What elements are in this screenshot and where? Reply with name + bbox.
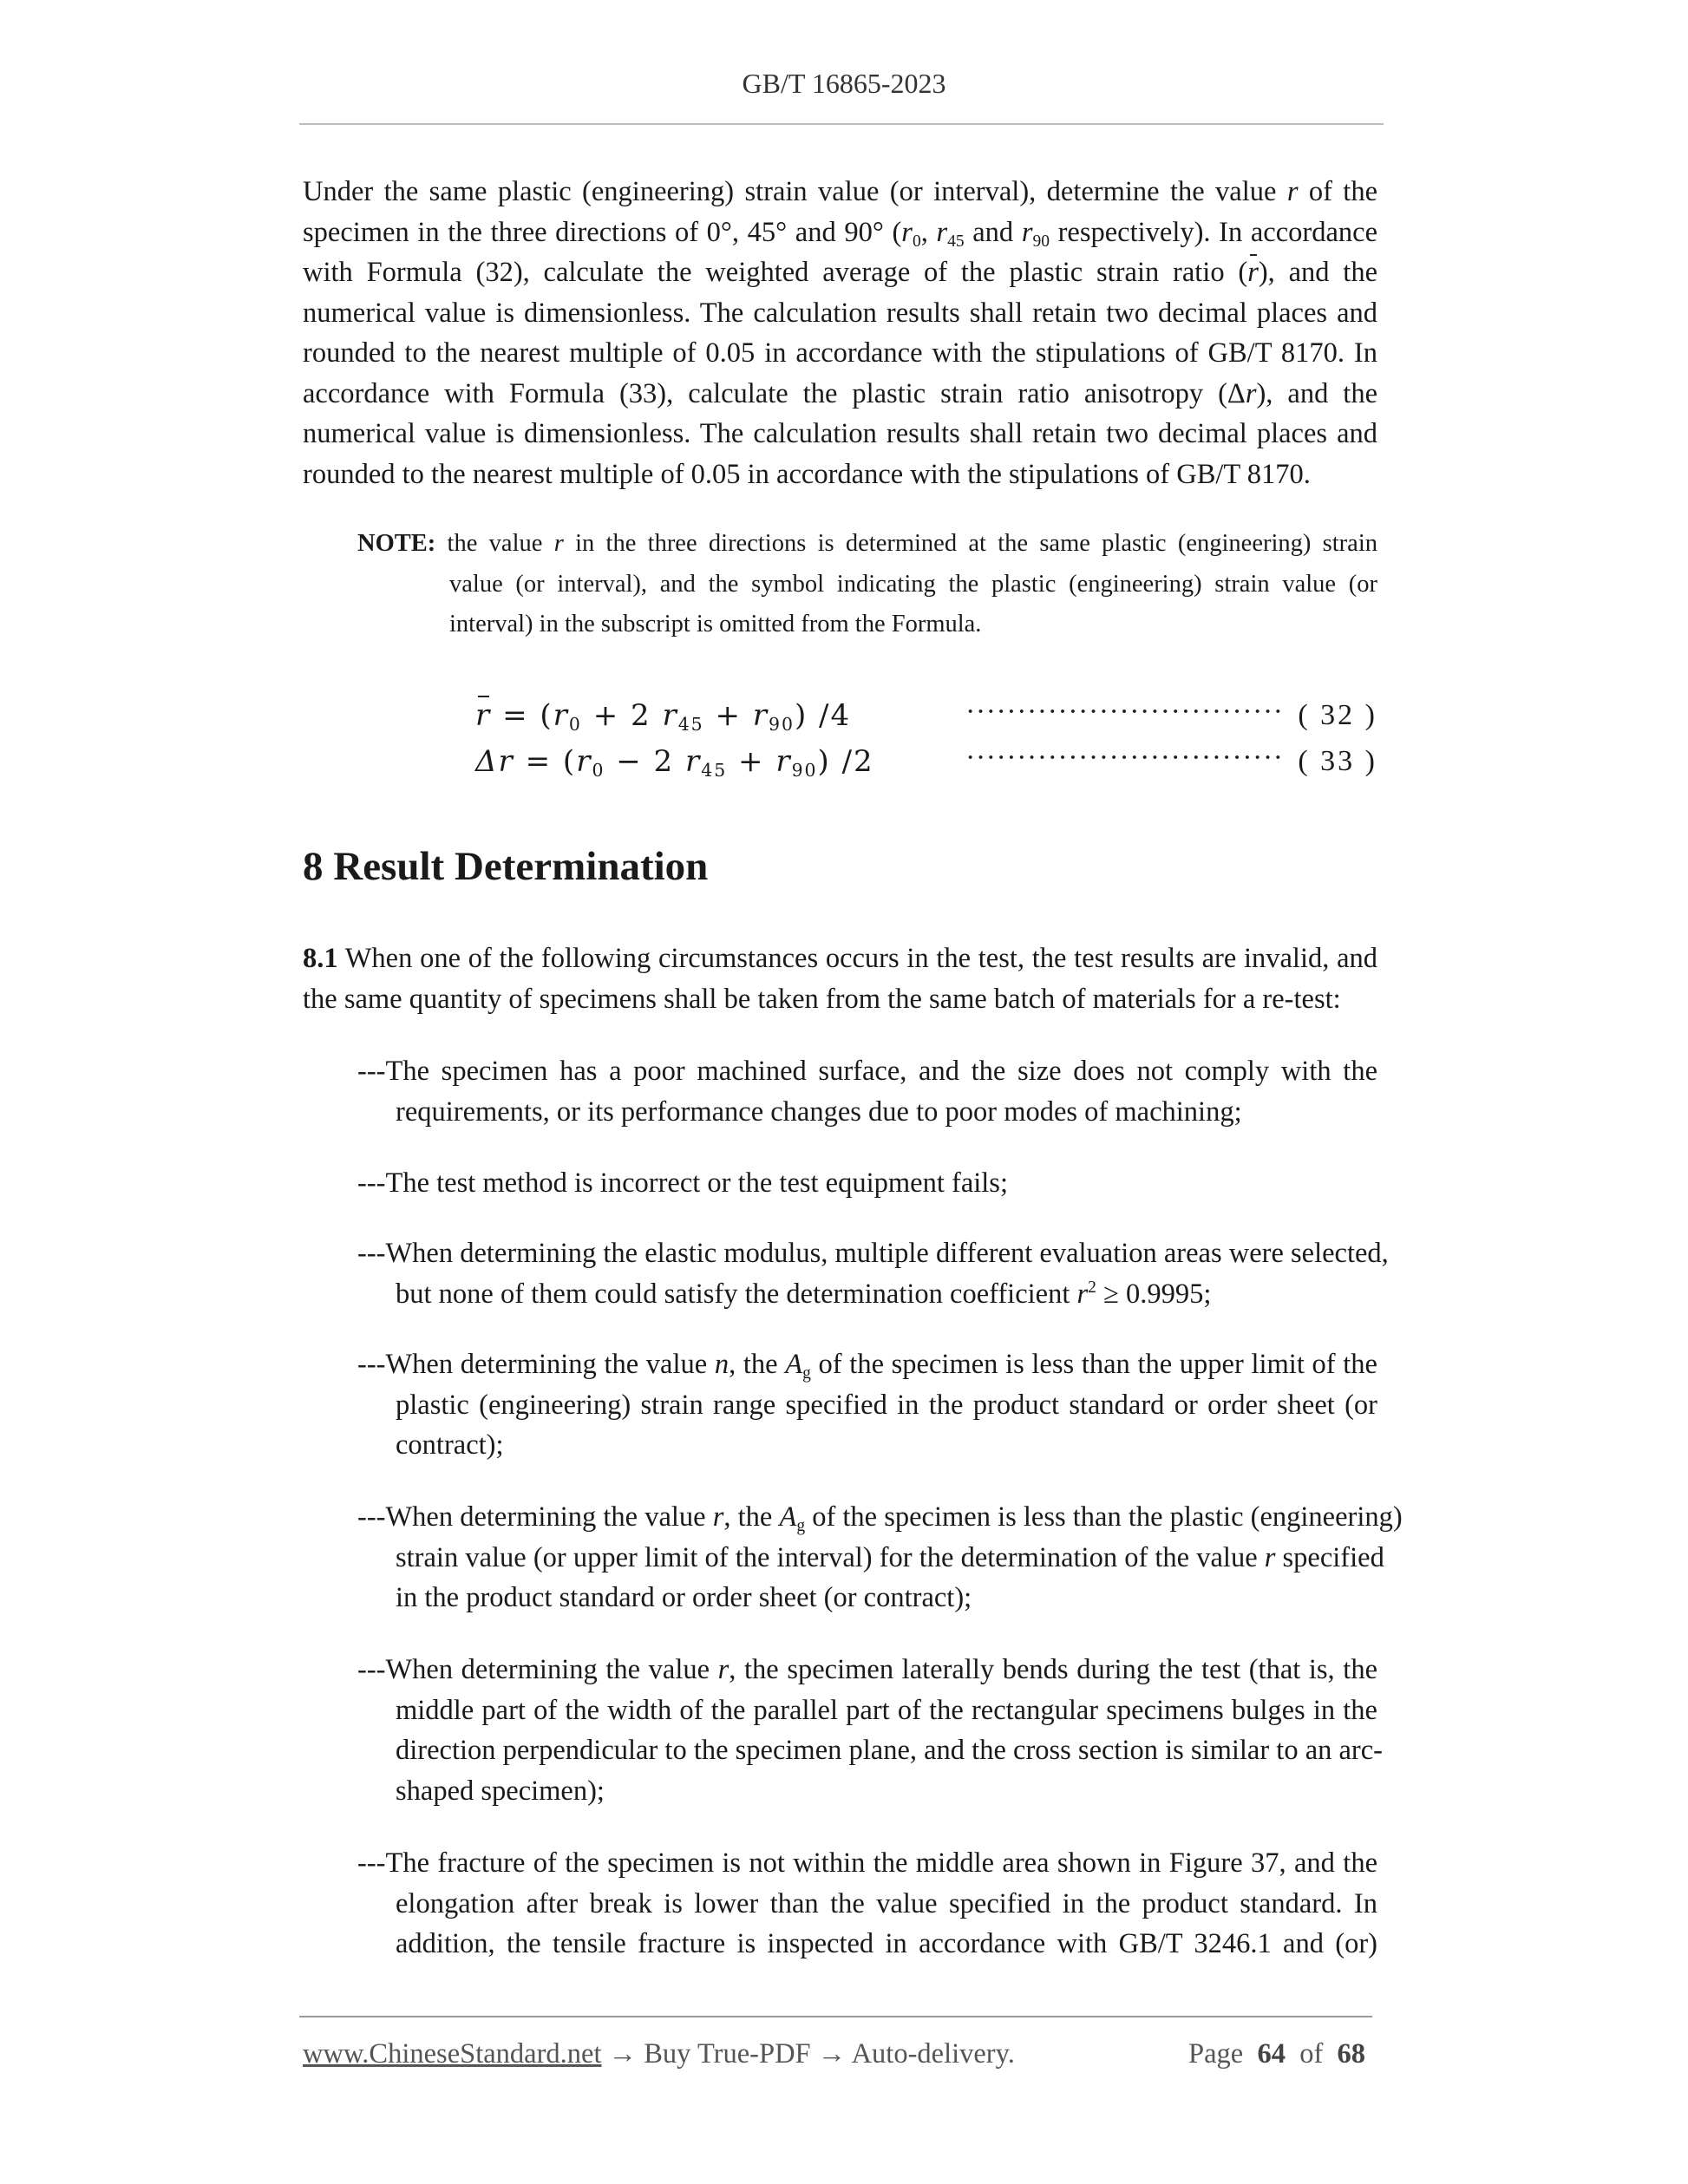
footer-divider <box>299 2016 1372 2017</box>
note-label: NOTE: <box>357 530 436 557</box>
formula-leader-dots: ······························· <box>965 696 1284 728</box>
list-item: ---When determining the elastic modulus, multiple different evaluation areas were selected, but none of them could satisfy the determination coefficient $r^2 \ge 0.9995$; <box>357 1238 1389 1310</box>
page-total: 68 <box>1337 2038 1366 2070</box>
formula-leader-dots: ······························· <box>965 742 1284 774</box>
formula-number: ( 32 ) <box>1298 699 1377 731</box>
intro-paragraph: Under the same plastic (engineering) strain value (or interval), determine the value r of the specimen in the three directions of 0°, 45° and 90° ($r_0$, $r_{45}$ and $r_{90}$ respectively). In accordance with Formula (32), calculate the weighted average of the plastic strain ratio (r), and the numerical value is dimensionless. The calculation results shall retain two decimal places and rounded to the nearest multiple of 0.05 in accordance with the stipulations of GB/T 8170. In accordance with Formula (33), calculate the plastic strain ratio anisotropy (Δr), and the numerical value is dimensionless. The calculation results shall retain two decimal places and rounded to the nearest multiple of 0.05 in accordance with the stipulations of GB/T 8170. <box>303 176 1378 490</box>
list-item: ---When determining the value r, the specimen laterally bends during the test (that is, the middle part of the width of the parallel part of the rectangular specimens bulges in the direction perpendicular to the specimen plane, and the cross section is similar to an arc- shaped specimen); <box>357 1654 1384 1807</box>
formula-32: $r = (r_0 + 2$ $r_{45} + r_{90}$) /4 ······························· ( 32 ) <box>475 694 1377 737</box>
page-header: GB/T 16865-2023 <box>742 68 946 99</box>
list-item: ---The test method is incorrect or the test equipment fails; <box>357 1167 1008 1199</box>
header-divider <box>299 123 1384 125</box>
website-link[interactable]: www.ChineseStandard.net <box>303 2038 602 2070</box>
formula-33: $\Delta r = (r_0 - 2$ $r_{45} + r_{90}$) /2 ······························· ( 33 ) <box>475 740 1377 783</box>
note-block: NOTE: the value r in the three directions is determined at the same plastic (engineering) strain value (or interval), and the symbol indicating the plastic (engineering) strain value (or interval) in the subscript is omitted from the Formula. <box>357 530 1377 638</box>
clause-number: 8.1 <box>303 943 338 974</box>
footer-promo: www.ChineseStandard.net → Buy True-PDF → Auto-delivery. <box>303 2038 1015 2070</box>
list-item: ---The specimen has a poor machined surface, and the size does not comply with the requirements, or its performance changes due to poor modes of machining; <box>357 1056 1377 1128</box>
formula-number: ( 33 ) <box>1298 745 1377 777</box>
list-item: ---The fracture of the specimen is not within the middle area shown in Figure 37, and the elongation after break is lower than the value specified in the product standard. In addition, the tensile fracture is inspected in accordance with GB/T 3246.1 and (or) <box>357 1847 1377 1959</box>
section-heading: 8 Result Determination <box>303 844 709 889</box>
page-number: 64 <box>1257 2038 1286 2070</box>
clause-8-1: 8.1 When one of the following circumstances occurs in the test, the test results are invalid, and the same quantity of specimens shall be taken from the same batch of materials for a re-test: <box>303 943 1377 1015</box>
page-counter: Page 64 of 68 <box>1188 2038 1366 2070</box>
r-bar-symbol: r <box>1247 252 1259 293</box>
list-item: ---When determining the value n, the $A_g$ of the specimen is less than the upper limit of the plastic (engineering) strain range specified in the product standard or order sheet (or contract); <box>357 1349 1377 1461</box>
list-item: ---When determining the value r, the $A_g$ of the specimen is less than the plastic (engineering) strain value (or upper limit of the interval) for the determination of the value r specified in the product standard or order sheet (or contract); <box>357 1501 1403 1613</box>
